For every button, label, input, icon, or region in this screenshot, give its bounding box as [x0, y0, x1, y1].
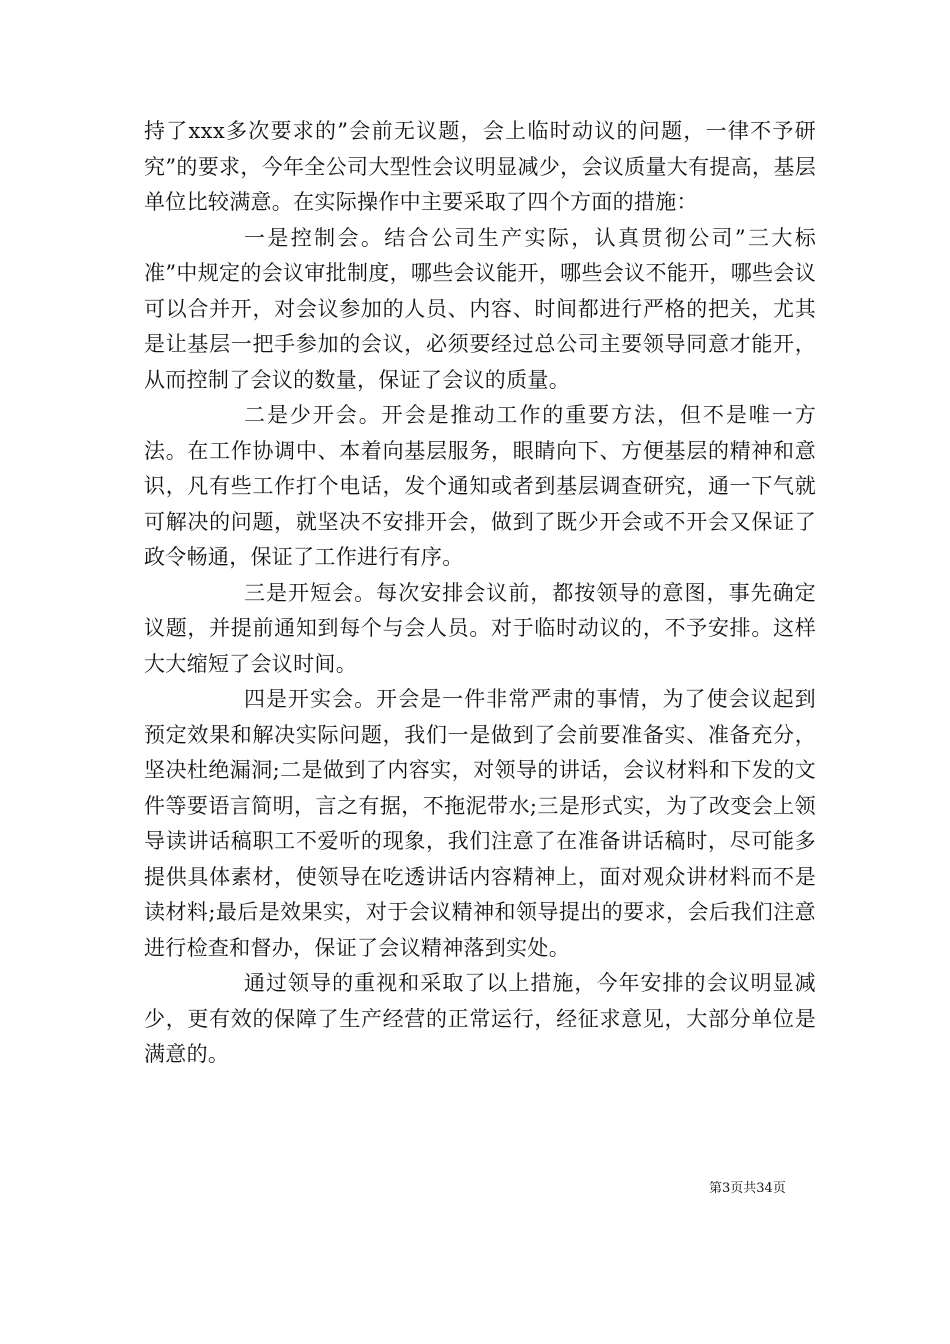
- paragraph-continued: 持了xxx多次要求的”会前无议题，会上临时动议的问题，一律不予研究”的要求，今年全公司大型性会议明显减少，会议质量大有提高，基层单位比较满意。在实际操作中主要采取了四个方面的措施：: [144, 119, 816, 214]
- document-body: [144, 114, 816, 1073]
- paragraph-short-meetings: 三是开短会。每次安排会议前，都按领导的意图，事先确定议题，并提前通知到每个与会人员。对于临时动议的，不予安排。这样大大缩短了会议时间。: [144, 580, 816, 676]
- paragraph-conclusion: 通过领导的重视和采取了以上措施，今年安排的会议明显减少，更有效的保障了生产经营的正常运行，经征求意见，大部分单位是满意的。: [144, 971, 816, 1066]
- page-number-footer: 第3页共34页: [709, 1181, 786, 1196]
- paragraph-control-meetings: 一是控制会。结合公司生产实际，认真贯彻公司”三大标准”中规定的会议审批制度，哪些会议能开，哪些会议不能开，哪些会议可以合并开，对会议参加的人员、内容、时间都进行严格的把关，尤其是让基层一把手参加的会议，必须要经过总公司主要领导同意才能开，从而控制了会议的数量，保证了会议的质量。: [144, 225, 816, 392]
- paragraph-practical-meetings: 四是开实会。开会是一件非常严肃的事情，为了使会议起到预定效果和解决实际问题，我们一是做到了会前要准备实、准备充分，坚决杜绝漏洞;二是做到了内容实，对领导的讲话，会议材料和下发的文件等要语言简明，言之有据，不拖泥带水;三是形式实，为了改变会上领导读讲话稿职工不爱听的现象，我们注意了在准备讲话稿时，尽可能多提供具体素材，使领导在吃透讲话内容精神上，面对观众讲材料而不是读材料;最后是效果实，对于会议精神和领导提出的要求，会后我们注意进行检查和督办，保证了会议精神落到实处。: [144, 687, 816, 960]
- paragraph-fewer-meetings: 二是少开会。开会是推动工作的重要方法，但不是唯一方法。在工作协调中、本着向基层服务，眼睛向下、方便基层的精神和意识，凡有些工作打个电话，发个通知或者到基层调查研究，通一下气就可解决的问题，就坚决不安排开会，做到了既少开会或不开会又保证了政令畅通，保证了工作进行有序。: [144, 403, 816, 569]
